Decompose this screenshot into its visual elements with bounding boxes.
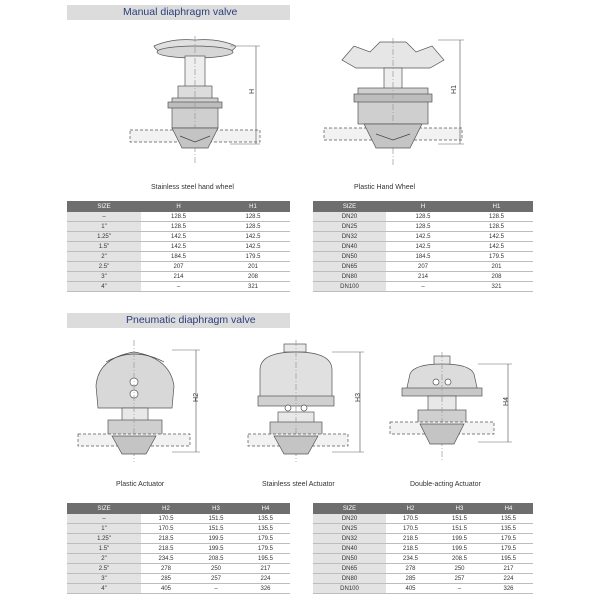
table-row — [67, 242, 290, 252]
table-row — [313, 242, 533, 252]
table-row — [67, 212, 290, 222]
table-cell: 135.5 — [484, 524, 533, 534]
table-cell: 142.5 — [386, 242, 460, 252]
table-cell: DN20 — [313, 514, 386, 524]
table-cell: 214 — [141, 272, 216, 282]
table-cell: 405 — [386, 584, 435, 594]
table-cell: 1.5" — [67, 544, 141, 554]
table-header-row — [313, 201, 533, 212]
table-row — [67, 554, 290, 564]
plastic-actuator-drawing — [76, 336, 216, 466]
caption-plastic-actuator: Plastic Actuator — [116, 481, 165, 488]
caption-plastic-hand-wheel: Plastic Hand Wheel — [354, 184, 416, 191]
table-cell: 142.5 — [141, 242, 216, 252]
table-cell: 208 — [460, 272, 533, 282]
table-row — [313, 252, 533, 262]
stainless-hand-wheel-drawing — [120, 36, 280, 166]
table-cell: 278 — [141, 564, 191, 574]
table-row — [313, 584, 533, 594]
pneumatic-section-title: Pneumatic diaphragm valve — [126, 314, 256, 326]
table-cell: 128.5 — [386, 212, 460, 222]
manual-table-dn — [313, 201, 533, 292]
header-size: SIZE — [313, 201, 386, 212]
table-cell: 179.5 — [484, 544, 533, 554]
table-cell: 128.5 — [460, 222, 533, 232]
table-row — [313, 222, 533, 232]
table-cell: 1.5" — [67, 242, 141, 252]
table-cell: 184.5 — [386, 252, 460, 262]
table-cell: 179.5 — [484, 534, 533, 544]
dim-label-h2: H2 — [192, 393, 200, 402]
header-h3: H3 — [435, 503, 484, 514]
pneumatic-table-dn — [313, 503, 533, 594]
table-cell: 2" — [67, 554, 141, 564]
table-cell: 218.5 — [141, 534, 191, 544]
table-header-row — [67, 201, 290, 212]
table-cell: 1.25" — [67, 534, 141, 544]
double-acting-actuator-drawing — [388, 352, 528, 464]
table-cell: 135.5 — [241, 524, 290, 534]
table-cell: DN50 — [313, 252, 386, 262]
table-cell: 2.5" — [67, 262, 141, 272]
table-cell: 217 — [484, 564, 533, 574]
table-cell: 257 — [435, 574, 484, 584]
table-cell: 321 — [460, 282, 533, 292]
table-cell: 285 — [386, 574, 435, 584]
table-cell: 208 — [216, 272, 290, 282]
caption-stainless-hand-wheel: Stainless steel hand wheel — [151, 184, 234, 191]
table-cell: DN25 — [313, 524, 386, 534]
table-cell: 234.5 — [386, 554, 435, 564]
table-cell: 2.5" — [67, 564, 141, 574]
table-cell: 142.5 — [460, 232, 533, 242]
table-cell: 199.5 — [435, 534, 484, 544]
header-h: H — [141, 201, 216, 212]
dim-label-h4: H4 — [502, 397, 510, 406]
table-cell: 4" — [67, 584, 141, 594]
table-cell: 170.5 — [386, 524, 435, 534]
table-cell: 142.5 — [386, 232, 460, 242]
table-cell: – — [67, 514, 141, 524]
table-cell: 207 — [386, 262, 460, 272]
table-cell: 217 — [241, 564, 290, 574]
table-cell: 218.5 — [141, 544, 191, 554]
table-cell: – — [386, 282, 460, 292]
table-row — [67, 222, 290, 232]
table-cell: – — [141, 282, 216, 292]
header-size: SIZE — [313, 503, 386, 514]
manual-table-inch — [67, 201, 290, 292]
table-cell: 208.5 — [435, 554, 484, 564]
table-cell: 1" — [67, 222, 141, 232]
table-row — [67, 584, 290, 594]
table-row — [67, 232, 290, 242]
table-cell: 4" — [67, 282, 141, 292]
table-cell: 142.5 — [216, 232, 290, 242]
table-cell: DN32 — [313, 232, 386, 242]
header-size: SIZE — [67, 201, 141, 212]
table-cell: DN40 — [313, 242, 386, 252]
table-cell: 278 — [386, 564, 435, 574]
table-cell: 218.5 — [386, 544, 435, 554]
table-cell: DN80 — [313, 272, 386, 282]
table-cell: 218.5 — [386, 534, 435, 544]
table-cell: – — [67, 212, 141, 222]
table-cell: DN32 — [313, 534, 386, 544]
table-cell: 170.5 — [141, 514, 191, 524]
table-cell: 128.5 — [141, 212, 216, 222]
table-cell: 321 — [216, 282, 290, 292]
table-row — [313, 564, 533, 574]
table-cell: 195.5 — [241, 554, 290, 564]
table-cell: 170.5 — [386, 514, 435, 524]
table-row — [313, 524, 533, 534]
table-cell: DN65 — [313, 262, 386, 272]
table-cell: 179.5 — [460, 252, 533, 262]
caption-double-acting-actuator: Double-acting Actuator — [410, 481, 481, 488]
table-cell: 285 — [141, 574, 191, 584]
table-row — [313, 272, 533, 282]
table-row — [67, 564, 290, 574]
table-row — [67, 544, 290, 554]
table-row — [313, 262, 533, 272]
table-row — [67, 574, 290, 584]
table-row — [67, 514, 290, 524]
table-cell: 135.5 — [484, 514, 533, 524]
header-h4: H4 — [484, 503, 533, 514]
table-cell: 179.5 — [216, 252, 290, 262]
table-cell: 201 — [460, 262, 533, 272]
table-cell: 2" — [67, 252, 141, 262]
table-row — [313, 282, 533, 292]
table-header-row — [313, 503, 533, 514]
table-cell: 128.5 — [460, 212, 533, 222]
table-cell: 199.5 — [191, 534, 241, 544]
table-cell: – — [435, 584, 484, 594]
pneumatic-section-header — [67, 313, 290, 328]
header-h2: H2 — [386, 503, 435, 514]
table-cell: 224 — [484, 574, 533, 584]
table-row — [67, 534, 290, 544]
table-cell: 257 — [191, 574, 241, 584]
header-size: SIZE — [67, 503, 141, 514]
table-cell: 151.5 — [191, 524, 241, 534]
table-row — [67, 282, 290, 292]
table-cell: 170.5 — [141, 524, 191, 534]
table-cell: DN100 — [313, 282, 386, 292]
table-cell: DN20 — [313, 212, 386, 222]
table-cell: 179.5 — [241, 544, 290, 554]
table-cell: 207 — [141, 262, 216, 272]
table-cell: DN40 — [313, 544, 386, 554]
stainless-actuator-drawing — [248, 340, 378, 465]
table-cell: 3" — [67, 574, 141, 584]
table-cell: 326 — [241, 584, 290, 594]
table-cell: 201 — [216, 262, 290, 272]
table-cell: 1" — [67, 524, 141, 534]
table-cell: 250 — [191, 564, 241, 574]
dim-label-h: H — [249, 88, 257, 95]
table-cell: 224 — [241, 574, 290, 584]
table-cell: 151.5 — [435, 524, 484, 534]
dim-label-h3: H3 — [354, 393, 362, 402]
table-row — [313, 574, 533, 584]
table-cell: 208.5 — [191, 554, 241, 564]
table-cell: DN65 — [313, 564, 386, 574]
table-cell: 3" — [67, 272, 141, 282]
table-cell: 405 — [141, 584, 191, 594]
header-h1: H1 — [216, 201, 290, 212]
table-row — [67, 252, 290, 262]
table-row — [313, 514, 533, 524]
table-cell: 234.5 — [141, 554, 191, 564]
table-cell: 128.5 — [216, 212, 290, 222]
table-cell: 214 — [386, 272, 460, 282]
table-row — [67, 272, 290, 282]
table-cell: 184.5 — [141, 252, 216, 262]
table-cell: 142.5 — [216, 242, 290, 252]
table-cell: 151.5 — [191, 514, 241, 524]
table-cell: DN100 — [313, 584, 386, 594]
table-cell: DN80 — [313, 574, 386, 584]
dim-label-h1: H1 — [450, 85, 458, 94]
table-cell: 128.5 — [141, 222, 216, 232]
table-cell: 151.5 — [435, 514, 484, 524]
table-cell: 199.5 — [435, 544, 484, 554]
table-cell: DN25 — [313, 222, 386, 232]
table-cell: 135.5 — [241, 514, 290, 524]
pneumatic-table-inch — [67, 503, 290, 594]
table-row — [67, 262, 290, 272]
table-cell: 199.5 — [191, 544, 241, 554]
plastic-hand-wheel-drawing — [318, 38, 478, 168]
table-row — [313, 554, 533, 564]
table-cell: 128.5 — [386, 222, 460, 232]
table-cell: 195.5 — [484, 554, 533, 564]
table-cell: DN50 — [313, 554, 386, 564]
table-row — [313, 534, 533, 544]
table-header-row — [67, 503, 290, 514]
caption-stainless-actuator: Stainless steel Actuator — [262, 481, 335, 488]
table-row — [313, 232, 533, 242]
manual-section-header — [67, 5, 290, 20]
header-h1: H1 — [460, 201, 533, 212]
header-h4: H4 — [241, 503, 290, 514]
table-cell: 179.5 — [241, 534, 290, 544]
header-h: H — [386, 201, 460, 212]
table-cell: 142.5 — [141, 232, 216, 242]
table-cell: 250 — [435, 564, 484, 574]
table-row — [313, 544, 533, 554]
table-row — [313, 212, 533, 222]
header-h3: H3 — [191, 503, 241, 514]
table-row — [67, 524, 290, 534]
header-h2: H2 — [141, 503, 191, 514]
table-cell: 128.5 — [216, 222, 290, 232]
table-cell: – — [191, 584, 241, 594]
table-cell: 142.5 — [460, 242, 533, 252]
table-cell: 326 — [484, 584, 533, 594]
manual-section-title: Manual diaphragm valve — [123, 6, 238, 18]
table-cell: 1.25" — [67, 232, 141, 242]
